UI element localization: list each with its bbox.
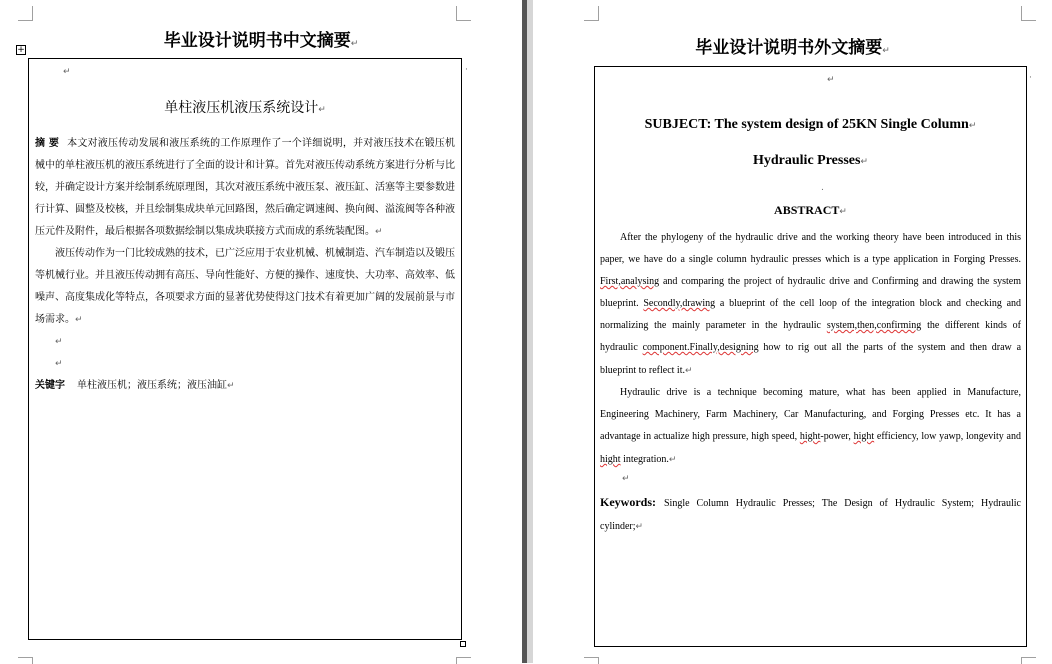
text-run: Hydraulic drive is a technique becoming mature, what has been applied in Manufacture, Engineering Machinery, Farm Machinery, Car Manufacturing, and Forging Presses etc. It has a advantage in actualize high pressure, high speed, xyxy=(600,387,1021,442)
page-title[interactable] xyxy=(533,33,1052,58)
keywords-label: Keywords: xyxy=(600,495,656,509)
paragraph-mark: ↵ xyxy=(635,521,644,531)
text-run: a blueprint of the cell loop of the integration block and checking and normalizing the mainly parameter in the hydraulic xyxy=(600,298,1022,331)
table-resize-handle[interactable] xyxy=(460,641,466,647)
cell-end-mark: · xyxy=(465,65,468,75)
abstract-table-cell[interactable] xyxy=(28,58,468,640)
text-run: the different kinds of hydraulic xyxy=(600,320,1021,353)
spelling-flagged-word: system,then,confirming xyxy=(826,320,922,331)
keywords-line xyxy=(600,491,1021,538)
spelling-flagged-word: Secondly,drawing xyxy=(643,298,716,309)
abstract-table-cell[interactable] xyxy=(594,66,1032,647)
abstract-title-text: ABSTRACT xyxy=(774,203,840,217)
abstract-text-2: 液压传动作为一门比较成熟的技术，已广泛应用于农业机械、机械制造、汽车制造以及锻压等机械行业。并且液压传动拥有高压、导向性能好、方便的操作、速度快、大功率、高效率、低噪声、高度集成化等特点，各项要求方面的显著优势使得这门技术有着更加广阔的发展前景与市场需求。 xyxy=(35,248,455,325)
spelling-flagged-word: First,analysing xyxy=(600,276,660,287)
abstract-body xyxy=(600,227,1021,538)
spelling-flagged-word: hight xyxy=(799,431,821,442)
paragraph-mark: ↵ xyxy=(227,381,235,391)
keywords-line xyxy=(35,375,455,397)
paragraph-mark: ↵ xyxy=(318,105,326,115)
paragraph-mark: ↵ xyxy=(860,156,868,166)
paragraph-mark: ↵ xyxy=(827,75,835,85)
spelling-flagged-word: component.Finally,designing xyxy=(642,342,759,353)
crop-mark xyxy=(584,6,599,21)
spelling-flagged-word: hight xyxy=(853,431,875,442)
paragraph-mark: ↵ xyxy=(55,359,63,369)
subject-title-text: 单柱液压机液压系统设计 xyxy=(164,100,319,116)
keywords-text: Single Column Hydraulic Presses; The Design of Hydraulic System; Hydraulic cylinder; xyxy=(600,498,1021,532)
paragraph-mark: ↵ xyxy=(668,454,677,464)
paragraph-mark: ↵ xyxy=(55,337,63,347)
text-run: how to rig out all the parts of the system and then draw a blueprint to reflect it. xyxy=(600,342,1022,376)
paragraph-mark: ↵ xyxy=(63,67,71,77)
paragraph-mark: ↵ xyxy=(75,315,83,325)
subject-title xyxy=(29,97,461,117)
paragraph-mark: ↵ xyxy=(882,46,890,56)
page-title-text: 毕业设计说明书外文摘要 xyxy=(695,38,883,58)
abstract-paragraph-1 xyxy=(600,227,1021,382)
paragraph-mark: ↵ xyxy=(968,120,977,130)
text-run: -power, xyxy=(820,431,854,442)
cell-end-mark: · xyxy=(1029,73,1032,83)
subject-line-1: SUBJECT: The system design of 25KN Single Column xyxy=(644,117,969,132)
abstract-title xyxy=(595,203,1026,218)
table-move-handle-icon[interactable]: + xyxy=(17,45,25,55)
text-run: efficiency, low yawp, longevity and xyxy=(874,431,1021,442)
text-run: After the phylogeny of the hydraulic drive and the working theory have been introduced in this paper, we have do a single column hydraulic presses which is a type application in Forging Presses. xyxy=(600,232,1021,265)
spelling-flagged-word: hight xyxy=(600,454,621,465)
subject-line-2: Hydraulic Presses xyxy=(752,153,861,168)
crop-mark xyxy=(1021,6,1036,21)
paragraph-mark: ↵ xyxy=(839,206,847,216)
abstract-paragraph-2 xyxy=(600,382,1021,471)
paragraph-mark: ↵ xyxy=(684,365,693,375)
crop-mark xyxy=(456,6,471,21)
abstract-paragraph-2 xyxy=(35,243,455,331)
paragraph-mark: . xyxy=(821,183,824,193)
document-page-left[interactable] xyxy=(0,0,522,663)
abstract-text-1: 本文对液压传动发展和液压系统的工作原理作了一个详细说明，并对液压技术在锻压机械中的单柱液压机的液压系统进行了全面的设计和计算。首先对液压传动系统方案进行分析与比较，并确定设计方案并绘制系统原理图，其次对液压系统中液压泵、液压缸、活塞等主要参数进行计算、圆整及校核，并且绘制集成块单元回路图，然后确定调速阀、换向阀、溢流阀等各种液压元件及附件，最后根据各项数据绘制以集成块联接方式而成的系统装配图。 xyxy=(35,138,456,237)
crop-mark xyxy=(18,6,33,21)
paragraph-mark: ↵ xyxy=(375,227,383,237)
subject-title xyxy=(595,107,1026,179)
abstract-body xyxy=(35,133,455,397)
document-page-right[interactable] xyxy=(533,0,1052,663)
text-run: and comparing the project of hydraulic drive and Confirming and drawing the system blueprint. xyxy=(600,276,1021,309)
keywords-text: 单柱液压机；液压系统；液压油缸 xyxy=(77,380,227,391)
page-title[interactable] xyxy=(0,26,522,51)
page-divider xyxy=(522,0,533,663)
text-run: integration. xyxy=(620,454,669,465)
abstract-paragraph-1 xyxy=(35,133,455,243)
page-title-text: 毕业设计说明书中文摘要 xyxy=(163,31,351,51)
paragraph-mark: ↵ xyxy=(350,39,359,49)
keywords-label: 关键字 xyxy=(35,380,65,391)
abstract-label: 摘 要 xyxy=(35,138,60,149)
paragraph-mark: ↵ xyxy=(622,474,630,484)
